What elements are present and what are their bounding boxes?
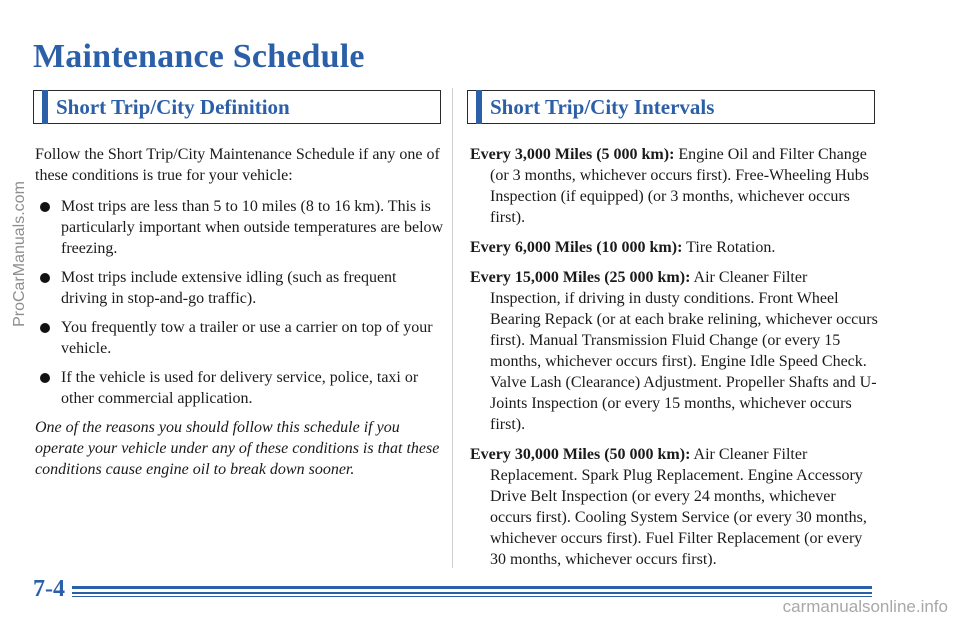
side-watermark: ProCarManuals.com	[11, 181, 28, 327]
intervals-column	[470, 144, 880, 579]
heading-accent-bar	[476, 90, 482, 124]
condition-item	[35, 267, 445, 309]
bullet-dot-icon	[40, 323, 50, 333]
interval-entry	[470, 144, 880, 228]
interval-entry	[470, 444, 880, 570]
bullet-dot-icon	[40, 373, 50, 383]
definition-column	[35, 144, 445, 496]
interval-label: Every 30,000 Miles (50 000 km):	[470, 446, 691, 463]
definition-heading: Short Trip/City Definition	[56, 94, 290, 119]
intervals-heading-box	[467, 90, 875, 124]
interval-text: Air Cleaner Filter Replacement. Spark Plug Replacement. Engine Accessory Drive Belt Inspection (or every 24 months, whichever occurs first). Cooling System Service (or every 30 months, whichever occurs first). Fuel Filter Replacement (or every 30 months, whichever occurs first).	[490, 446, 867, 568]
condition-text: You frequently tow a trailer or use a carrier on top of your vehicle.	[61, 319, 433, 357]
heading-accent-bar	[42, 90, 48, 124]
interval-label: Every 15,000 Miles (25 000 km):	[470, 269, 691, 286]
condition-text: If the vehicle is used for delivery service, police, taxi or other commercial application.	[61, 369, 419, 407]
intervals-heading: Short Trip/City Intervals	[490, 94, 715, 119]
intro-paragraph: Follow the Short Trip/City Maintenance Schedule if any one of these conditions is true for your vehicle:	[35, 146, 440, 184]
conditions-list	[35, 196, 445, 409]
bullet-dot-icon	[40, 273, 50, 283]
page-number: 7-4	[33, 576, 65, 602]
bottom-watermark: carmanualsonline.info	[782, 597, 948, 616]
interval-label: Every 3,000 Miles (5 000 km):	[470, 146, 675, 163]
interval-text: Engine Oil and Filter Change (or 3 months, whichever occurs first). Free-Wheeling Hubs Inspection (if equipped) (or 3 months, whichever occurs first).	[490, 146, 869, 226]
interval-entry	[470, 267, 880, 435]
column-divider	[452, 88, 453, 568]
page-title: Maintenance Schedule	[33, 38, 365, 75]
footer-rule	[72, 592, 872, 594]
italic-note: One of the reasons you should follow this schedule if you operate your vehicle under any of these conditions is that these conditions cause engine oil to break down sooner.	[35, 419, 440, 478]
interval-entry	[470, 237, 880, 258]
condition-text: Most trips are less than 5 to 10 miles (8 to 16 km). This is particularly important when outside temperatures are below freezing.	[61, 198, 444, 257]
interval-text: Air Cleaner Filter Inspection, if driving in dusty conditions. Front Wheel Bearing Repack (or at each brake relining, whichever occurs first). Manual Transmission Fluid Change (or every 15 months, whichever occurs first). Engine Idle Speed Check. Valve Lash (Clearance) Adjustment. Propeller Shafts and U-Joints Inspection (or every 15 months, whichever occurs first).	[490, 269, 878, 433]
condition-text: Most trips include extensive idling (such as frequent driving in stop-and-go traffic).	[61, 269, 397, 307]
condition-item	[35, 367, 445, 409]
bullet-dot-icon	[40, 202, 50, 212]
interval-text: Tire Rotation.	[686, 239, 776, 256]
interval-label: Every 6,000 Miles (10 000 km):	[470, 239, 683, 256]
condition-item	[35, 317, 445, 359]
footer-rule	[72, 586, 872, 589]
footer-rule	[72, 596, 872, 597]
definition-heading-box	[33, 90, 441, 124]
condition-item	[35, 196, 445, 259]
